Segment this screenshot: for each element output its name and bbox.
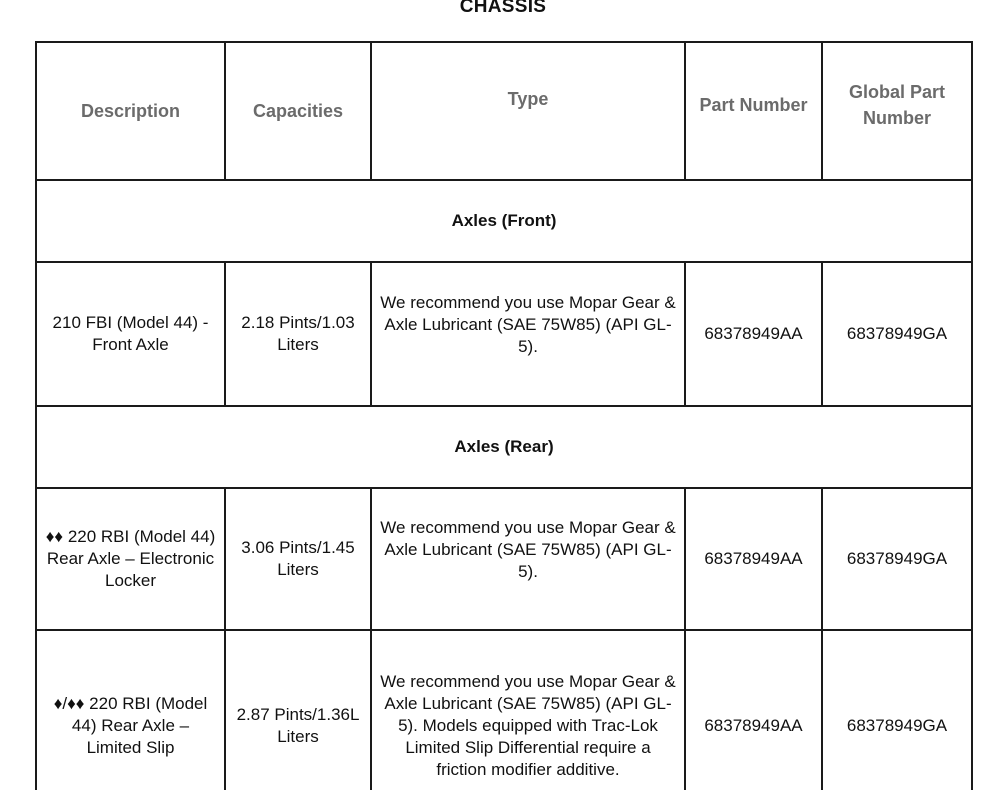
header-part-number: Part Number — [685, 42, 822, 180]
cell-capacity: 3.06 Pints/1.45 Liters — [225, 488, 371, 630]
cell-description: 210 FBI (Model 44) - Front Axle — [36, 262, 225, 406]
table-row — [36, 262, 972, 406]
section-heading: Axles (Rear) — [36, 406, 972, 488]
cell-type: We recommend you use Mopar Gear & Axle Lubricant (SAE 75W85) (API GL-5). Models equipped with Trac-Lok Limited Slip Differential require a friction modifier additive. — [371, 630, 685, 790]
cell-global-part-number: 68378949GA — [822, 488, 972, 630]
cell-type: We recommend you use Mopar Gear & Axle Lubricant (SAE 75W85) (API GL-5). — [371, 262, 685, 406]
header-row — [36, 42, 972, 180]
cell-capacity: 2.18 Pints/1.03 Liters — [225, 262, 371, 406]
section-row-rear-axles — [36, 406, 972, 488]
section-row-front-axles — [36, 180, 972, 262]
cell-capacity: 2.87 Pints/1.36L Liters — [225, 630, 371, 790]
fluid-capacities-table — [35, 41, 973, 790]
header-type: Type — [371, 42, 685, 180]
table-row — [36, 630, 972, 790]
cell-description: ♦♦ 220 RBI (Model 44) Rear Axle – Electronic Locker — [36, 488, 225, 630]
table-row — [36, 488, 972, 630]
cell-global-part-number: 68378949GA — [822, 630, 972, 790]
cell-type: We recommend you use Mopar Gear & Axle Lubricant (SAE 75W85) (API GL-5). — [371, 488, 685, 630]
cell-description: ♦/♦♦ 220 RBI (Model 44) Rear Axle – Limited Slip — [36, 630, 225, 790]
page-title: CHASSIS — [459, 0, 547, 17]
section-heading: Axles (Front) — [36, 180, 972, 262]
header-description: Description — [36, 42, 225, 180]
cell-global-part-number: 68378949GA — [822, 262, 972, 406]
cell-part-number: 68378949AA — [685, 630, 822, 790]
cell-part-number: 68378949AA — [685, 488, 822, 630]
cell-part-number: 68378949AA — [685, 262, 822, 406]
header-global-part-number: Global Part Number — [822, 42, 972, 180]
header-capacities: Capacities — [225, 42, 371, 180]
